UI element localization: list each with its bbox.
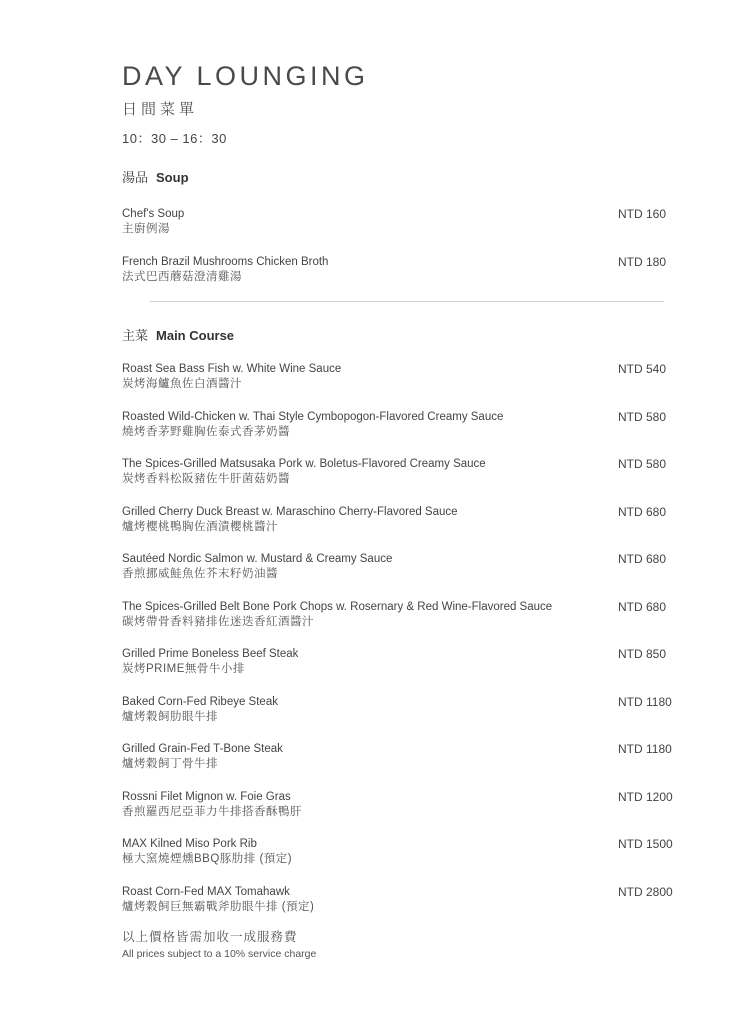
menu-item-price: NTD 1180	[618, 694, 672, 709]
menu-item	[122, 885, 682, 933]
menu-item	[122, 790, 682, 838]
menu-item-price: NTD 540	[618, 362, 667, 376]
menu-item-name-en: Grilled Prime Boneless Beef Steak	[122, 648, 299, 660]
menu-item-price: NTD 160	[618, 207, 667, 221]
main-heading-en: Main Course	[156, 328, 235, 343]
menu-item-name-en: Chef's Soup	[122, 208, 185, 220]
menu-item-name-zh: 香煎挪威鮭魚佐芥末籽奶油醬	[122, 568, 278, 580]
menu-item-price: NTD 1500	[618, 837, 673, 851]
menu-item-name-zh: 爐烤穀飼丁骨牛排	[122, 758, 218, 770]
menu-item-name-en: Roast Sea Bass Fish w. White Wine Sauce	[122, 363, 342, 375]
menu-item-name-zh: 極大窯燒煙燻BBQ豚肋排 (預定)	[122, 853, 293, 865]
menu-item-name-en: The Spices-Grilled Matsusaka Pork w. Boletus-Flavored Creamy Sauce	[122, 458, 486, 470]
main-heading-zh: 主菜	[122, 328, 149, 343]
menu-title: DAY LOUNGING	[122, 61, 369, 91]
menu-item	[122, 552, 682, 600]
menu-item-price: NTD 680	[618, 504, 667, 519]
menu-item-name-zh: 爐烤櫻桃鴨胸佐酒漬櫻桃醬汁	[122, 520, 278, 533]
menu-item-name-en: Sautéed Nordic Salmon w. Mustard & Creamy Sauce	[122, 553, 393, 565]
menu-item	[122, 207, 682, 255]
menu-item-price: NTD 580	[618, 409, 667, 424]
menu-item-name-en: Grilled Grain-Fed T-Bone Steak	[122, 743, 283, 755]
main-course-list	[122, 362, 682, 932]
menu-item-name-zh: 爐烤穀飼肋眼牛排	[122, 710, 218, 723]
menu-item-name-en: French Brazil Mushrooms Chicken Broth	[122, 255, 329, 268]
menu-item-name-en: MAX Kilned Miso Pork Rib	[122, 838, 257, 850]
menu-item	[122, 695, 682, 743]
main-section-heading	[122, 327, 682, 345]
menu-item-name-en: Roast Corn-Fed MAX Tomahawk	[122, 885, 290, 898]
menu-item-price: NTD 1180	[618, 742, 672, 756]
soup-section-heading	[122, 169, 682, 187]
service-charge-note-zh: 以上價格皆需加收一成服務費	[122, 930, 298, 944]
service-hours: 10：30 – 16：30	[122, 131, 227, 146]
menu-item-name-zh: 香煎羅西尼亞菲力牛排搭香酥鴨肝	[122, 805, 302, 818]
menu-item-price: NTD 850	[618, 647, 667, 661]
soup-heading-zh: 湯品	[122, 170, 149, 185]
menu-item	[122, 647, 682, 695]
soup-list	[122, 207, 682, 302]
menu-item-name-zh: 爐烤穀飼巨無霸戰斧肋眼牛排 (預定)	[122, 900, 315, 913]
menu-item-name-en: Rossni Filet Mignon w. Foie Gras	[122, 790, 291, 803]
menu-page	[122, 60, 682, 962]
menu-item-name-en: Baked Corn-Fed Ribeye Steak	[122, 695, 278, 708]
menu-item-price: NTD 2800	[618, 884, 673, 899]
menu-subtitle: 日間菜單	[122, 101, 199, 118]
menu-item	[122, 410, 682, 458]
menu-item	[122, 362, 682, 410]
menu-item-name-zh: 法式巴西蘑菇澄清雞湯	[122, 270, 242, 283]
footer	[122, 929, 682, 962]
menu-item-name-en: Roasted Wild-Chicken w. Thai Style Cymbopogon-Flavored Creamy Sauce	[122, 410, 504, 423]
menu-item-name-zh: 炭烤海鱸魚佐白酒醬汁	[122, 378, 242, 390]
menu-item	[122, 457, 682, 505]
menu-item	[122, 742, 682, 790]
menu-item-name-zh: 主廚例湯	[122, 223, 170, 235]
menu-item-name-zh: 炭烤香料松阪豬佐牛肝菌菇奶醬	[122, 473, 290, 485]
menu-item	[122, 255, 682, 303]
menu-item-name-zh: 炭烤PRIME無骨牛小排	[122, 663, 245, 675]
menu-item	[122, 837, 682, 885]
menu-item-name-zh: 碳烤帶骨香料豬排佐迷迭香紅酒醬汁	[122, 615, 314, 628]
service-charge-note-en: All prices subject to a 10% service charge	[122, 948, 317, 960]
soup-heading-en: Soup	[156, 170, 189, 185]
menu-item-name-zh: 燒烤香茅野雞胸佐泰式香茅奶醬	[122, 425, 290, 438]
menu-item-price: NTD 1200	[618, 789, 673, 804]
menu-item-price: NTD 580	[618, 457, 667, 471]
menu-item-price: NTD 680	[618, 599, 667, 614]
menu-item	[122, 600, 682, 648]
menu-item-name-en: The Spices-Grilled Belt Bone Pork Chops w. Rosernary & Red Wine-Flavored Sauce	[122, 600, 553, 613]
menu-item-price: NTD 680	[618, 552, 667, 566]
menu-item	[122, 505, 682, 553]
menu-item-name-en: Grilled Cherry Duck Breast w. Maraschino Cherry-Flavored Sauce	[122, 505, 458, 518]
menu-item-price: NTD 180	[618, 254, 667, 269]
